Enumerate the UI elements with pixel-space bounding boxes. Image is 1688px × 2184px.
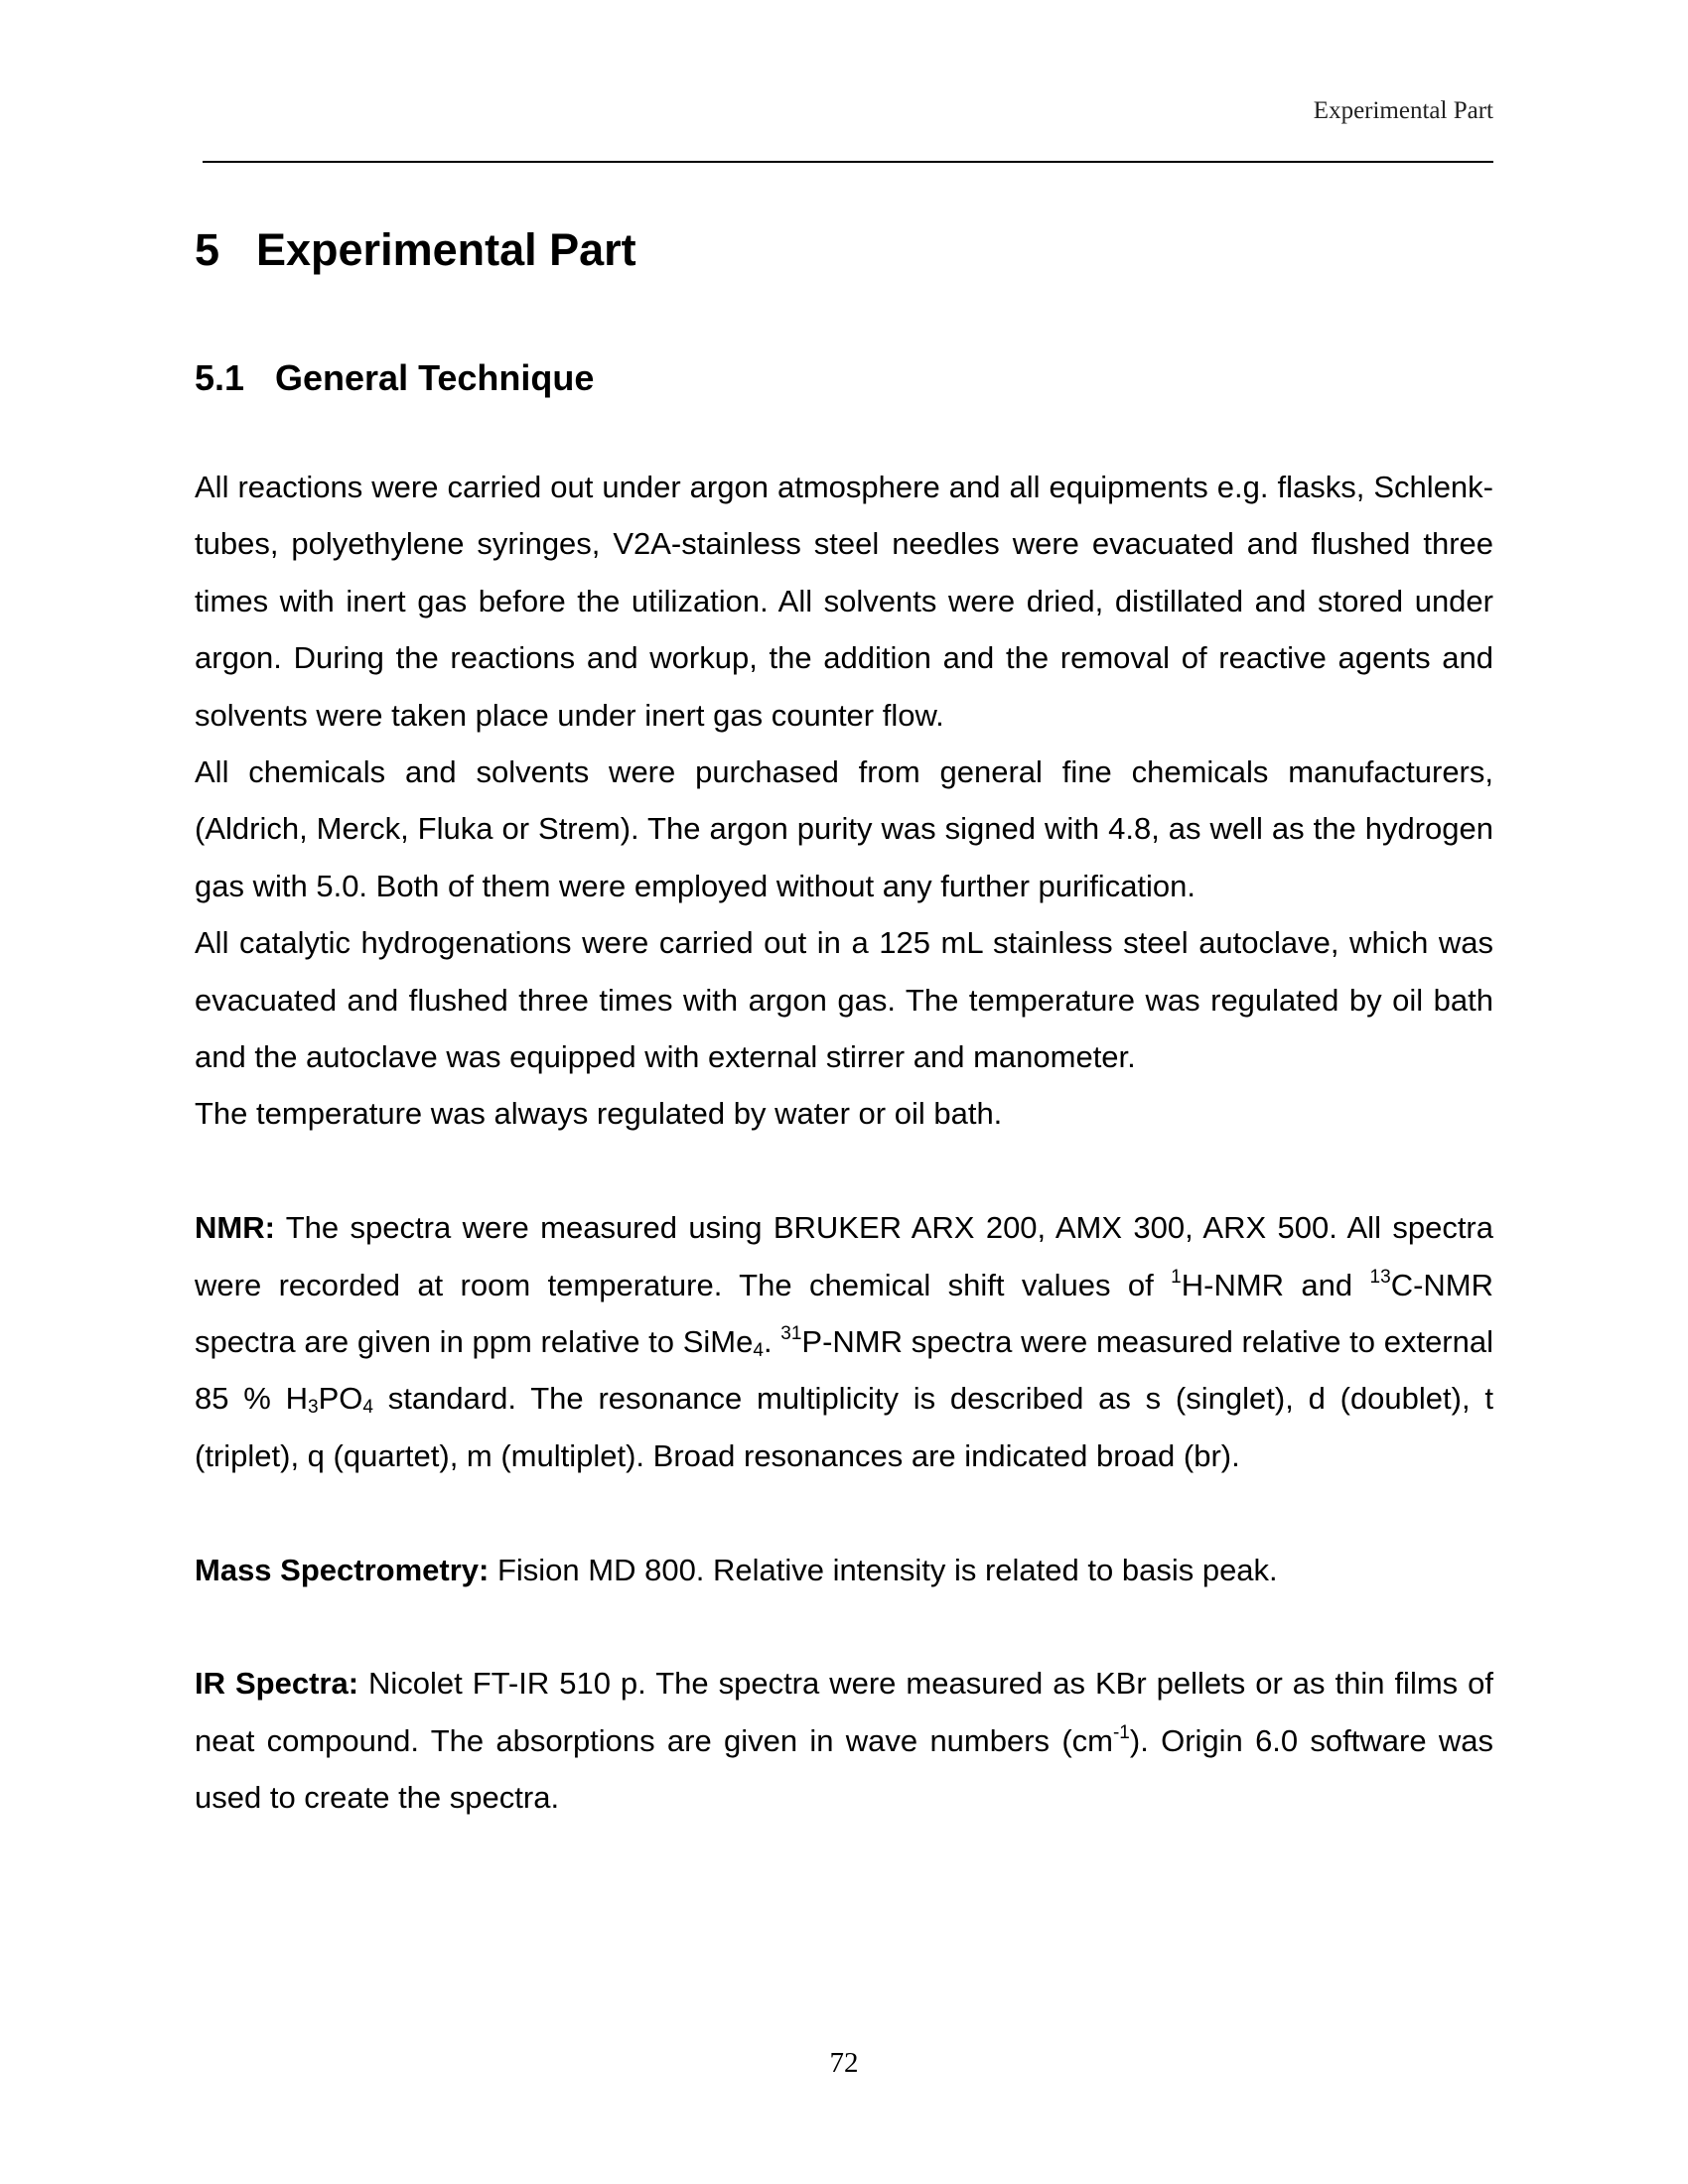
nmr-text: . [763,1324,781,1360]
header-rule [203,161,1493,163]
chapter-number: 5 [195,224,220,275]
section-title: General Technique [275,357,595,398]
ir-text: Nicolet FT-IR 510 p. The spectra were measured as KBr pellets or as thin films of neat compound. The absorptions are given in wave numbers (cm [195,1666,1493,1758]
ir-text: ). Origin 6.0 software was used to create the spectra. [195,1722,1493,1816]
nmr-superscript: 13 [1369,1266,1391,1288]
nmr-subscript: 3 [308,1397,319,1419]
chapter-heading [195,224,636,276]
nmr-text: C-NMR spectra are given in ppm relative to SiMe [195,1267,1493,1360]
chapter-title: Experimental Part [256,224,636,275]
paragraph-mass-spectrometry [195,1542,1493,1598]
body-text [195,459,1493,1827]
nmr-text: P-NMR spectra were measured relative to external 85 % H [195,1324,1494,1417]
nmr-label: NMR: [195,1210,275,1246]
running-header: Experimental Part [1313,97,1493,124]
paragraph-hydrogenations: All catalytic hydrogenations were carried out in a 125 mL stainless steel autoclave, which was evacuated and flushed three times with argon gas. The temperature was regulated by oil bath and the autoclave was equipped with external stirrer and manometer. [195,925,1493,1075]
ir-superscript: -1 [1112,1721,1130,1743]
nmr-text: PO [318,1381,363,1417]
nmr-subscript: 4 [753,1340,764,1362]
paragraph-general-conditions: All reactions were carried out under argon atmosphere and all equipments e.g. flasks, Schlenk-tubes, polyethylene syringes, V2A-stainless steel needles were evacuated and flushed three times with inert gas before the utilization. All solvents were dried, distillated and stored under argon. During the reactions and workup, the addition and the removal of reactive agents and solvents were taken place under inert gas counter flow. [195,470,1493,733]
mass-spec-text: Fision MD 800. Relative intensity is related to basis peak. [489,1552,1278,1587]
page-number: 72 [829,2047,859,2079]
paragraph-chemicals: All chemicals and solvents were purchased from general fine chemicals manufacturers, (Aldrich, Merck, Fluka or Strem). The argon purity was signed with 4.8, as well as the hydrogen gas with 5.0. Both of them were employed without any further purification. [195,754,1493,903]
nmr-text: H-NMR and [1181,1267,1370,1302]
nmr-text: standard. The resonance multiplicity is described as s (singlet), d (doublet), t (triplet), q (quartet), m (multiplet). Broad resonances are indicated broad (br). [195,1381,1493,1473]
paragraph-temperature: The temperature was always regulated by water or oil bath. [195,1096,1003,1132]
nmr-superscript: 1 [1171,1266,1182,1288]
paragraph-gap [195,1143,1493,1199]
mass-spec-label: Mass Spectrometry: [195,1552,490,1587]
section-heading [195,357,594,399]
nmr-text: The spectra were measured using BRUKER ARX 200, AMX 300, ARX 500. All spectra were recorded at room temperature. The chemical shift values of [195,1210,1493,1302]
paragraph-ir-spectra [195,1655,1493,1826]
section-number: 5.1 [195,357,245,398]
ir-label: IR Spectra: [195,1666,359,1702]
nmr-subscript: 4 [362,1397,373,1419]
paragraph-nmr [195,1199,1493,1484]
paragraph-gap [195,1484,1493,1541]
paragraph-gap [195,1598,1493,1655]
nmr-superscript: 31 [780,1323,802,1345]
